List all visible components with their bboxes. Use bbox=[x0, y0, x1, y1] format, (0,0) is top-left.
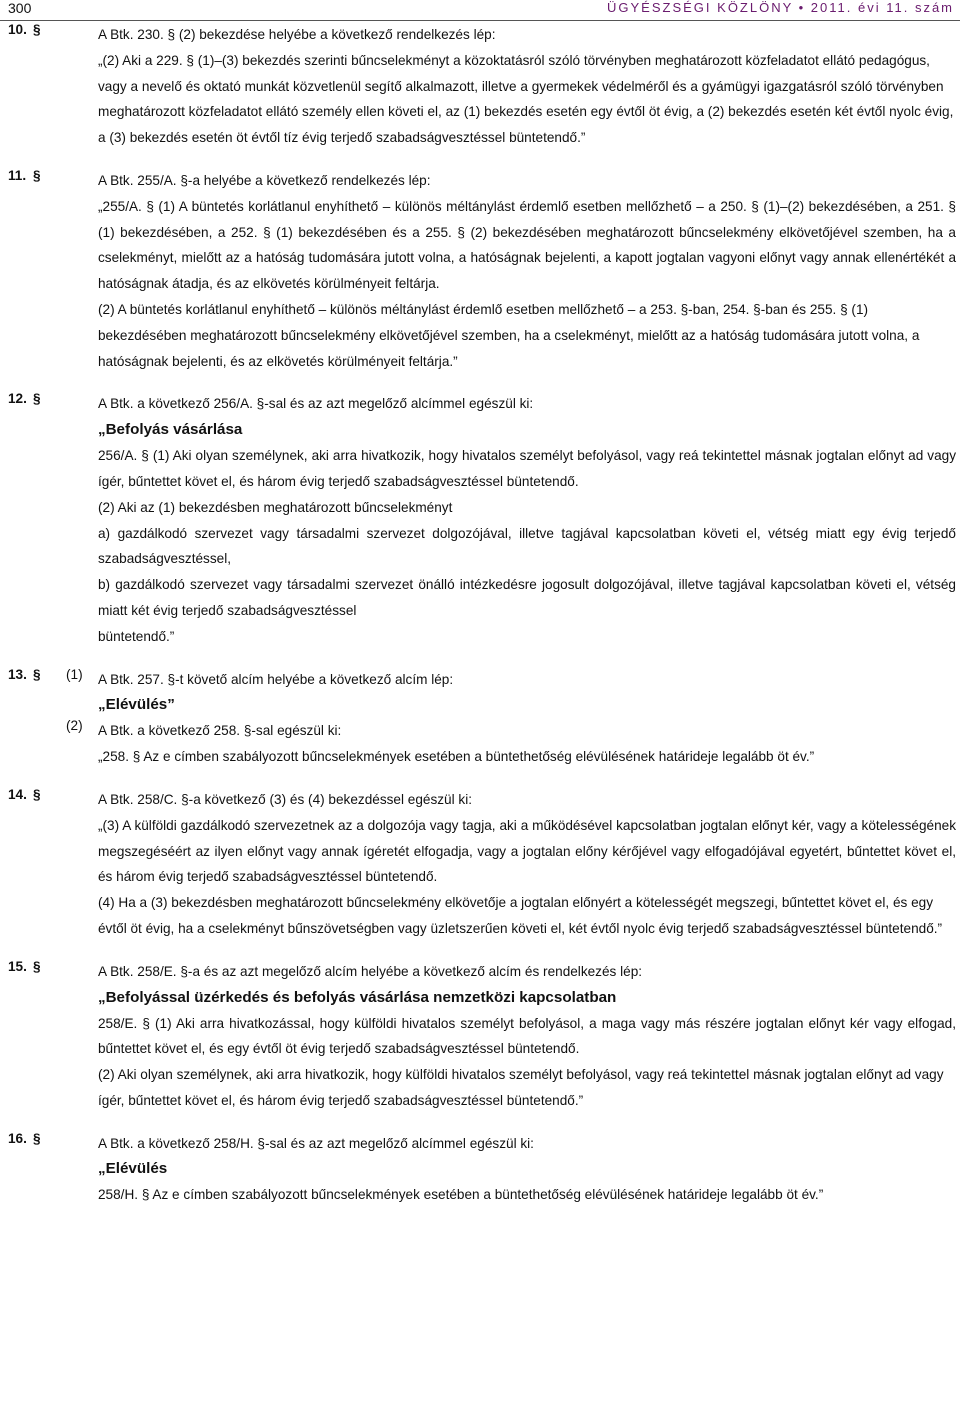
amendment-intro: A Btk. a következő 256/A. §-sal és az azt megelőző alcímmel egészül ki: bbox=[98, 396, 534, 412]
subtitle-heading: „Elévülés” bbox=[98, 696, 175, 714]
section-11 bbox=[0, 168, 960, 374]
subsection-label: (1) bbox=[66, 666, 83, 682]
subtitle-heading: „Befolyás vásárlása bbox=[98, 421, 243, 439]
amendment-intro: A Btk. 258/C. §-a következő (3) és (4) bekezdéssel egészül ki: bbox=[98, 791, 473, 807]
amendment-intro: A Btk. a következő 258. §-sal egészül ki: bbox=[98, 723, 342, 739]
section-number: 10. bbox=[8, 22, 27, 37]
amendment-intro: A Btk. 257. §-t követő alcím helyébe a következő alcím lép: bbox=[98, 671, 454, 687]
section-number: 16. bbox=[8, 1130, 27, 1146]
amendment-text: 256/A. § (1) Aki olyan személynek, aki arra hivatkozik, hogy hivatalos személyt befolyásol, vagy reá tekintettel másnak jogtalan előnyt ad vagy ígér, bűntettet követ el, és három évig terjedő szabadságvesztéssel büntetendő. bbox=[98, 448, 956, 489]
amendment-text: „(3) A külföldi gazdálkodó szervezetnek az a dolgozója vagy tagja, aki a működésével kapcsolatban jogtalan előnyt kér, vagy a kötelességének megszegéséért az ilyen előnyt vagy annak ígéretét elfogadja, vagy a jogtalan előny kérőjével vagy elfogadójával egyetért, bűntettet követ el, és három évig terjedő szabadságvesztéssel büntetendő. bbox=[98, 817, 956, 885]
section-10 bbox=[0, 22, 960, 151]
section-number: 13. bbox=[8, 666, 27, 682]
section-12 bbox=[0, 391, 960, 649]
amendment-text: büntetendő.” bbox=[98, 628, 175, 644]
amendment-text: „258. § Az e címben szabályozott bűncselekmények esetében a büntethetőség elévülésének határideje legalább öt év.” bbox=[98, 749, 815, 765]
section-13 bbox=[0, 667, 960, 770]
page-header bbox=[0, 0, 960, 21]
section-number: 12. bbox=[8, 391, 27, 407]
amendment-point-a: a) gazdálkodó szervezet vagy társadalmi szervezet dolgozójával, illetve tagjával kapcsolatban követi el, vétség miatt egy évig terjedő szabadságvesztéssel, bbox=[98, 525, 956, 567]
amendment-text: 258/E. § (1) Aki arra hivatkozással, hogy külföldi hivatalos személyt befolyásol, a maga vagy más részére jogtalan előnyt kér vagy elfogad, bűntettet követ el, és egy évtől öt évig terjedő szabadságvesztéssel büntetendő. bbox=[98, 1015, 956, 1057]
amendment-text: (2) A büntetés korlátlanul enyhíthető – különös méltánylást érdemlő esetben mellőzhető – a 253. §-ban, 254. §-ban és 255. § (1) bekezdésében meghatározott bűncselekmény elkövetőjével szemben, ha a cselekményt, mielőtt az a hatóság tudomására jutott volna, a hatóságnak bejelenti, és az elkövetés körülményeit feltárja.” bbox=[98, 301, 920, 369]
document-body bbox=[0, 22, 960, 1208]
section-number: 15. bbox=[8, 958, 27, 974]
section-number: 11. bbox=[8, 167, 27, 183]
section-sign: § bbox=[33, 666, 41, 682]
amendment-point-b: b) gazdálkodó szervezet vagy társadalmi szervezet önálló intézkedésre jogosult dolgozójával, illetve tagjával kapcsolatban követi el, vétség miatt két évig terjedő szabadságvesztéssel bbox=[98, 577, 956, 618]
amendment-intro: A Btk. 255/A. §-a helyébe a következő rendelkezés lép: bbox=[98, 172, 431, 188]
amendment-intro: A Btk. a következő 258/H. §-sal és az azt megelőző alcímmel egészül ki: bbox=[98, 1135, 534, 1151]
amendment-intro: A Btk. 258/E. §-a és az azt megelőző alcím helyébe a következő alcím és rendelkezés lép: bbox=[98, 963, 643, 979]
amendment-text: (4) Ha a (3) bekezdésben meghatározott bűncselekmény elkövetője a jogtalan előnyért a kötelességét megszegi, bűntettet követ el, és egy évtől öt évig, ha a cselekményt bűnszövetségben vagy üzletszerűen követi el, két évtől nyolc évig terjedő szabadságvesztéssel büntetendő.” bbox=[98, 895, 943, 936]
subtitle-heading: „Befolyással üzérkedés és befolyás vásárlása nemzetközi kapcsolatban bbox=[98, 988, 617, 1006]
section-sign: § bbox=[33, 22, 41, 37]
section-number: 14. bbox=[8, 786, 27, 802]
amendment-text: (2) Aki olyan személynek, aki arra hivatkozik, hogy külföldi hivatalos személyt befolyásol, vagy reá tekintettel másnak jogtalan előnyt ad vagy ígér, bűntettet követ el, és három évig terjedő szabadságvesztéssel büntetendő.” bbox=[98, 1067, 944, 1108]
subsection-label: (2) bbox=[66, 718, 83, 734]
amendment-text: (2) Aki az (1) bekezdésben meghatározott bűncselekményt bbox=[98, 499, 453, 515]
section-14 bbox=[0, 787, 960, 942]
section-15 bbox=[0, 959, 960, 1114]
section-sign: § bbox=[33, 958, 41, 974]
section-sign: § bbox=[33, 1130, 41, 1146]
section-sign: § bbox=[33, 786, 41, 802]
amendment-text: „(2) Aki a 229. § (1)–(3) bekezdés szerinti bűncselekményt a közoktatásról szóló törvényben meghatározott közfeladatot ellátó pedagógus, vagy a nevelő és oktató munkát közvetlenül segítő alkalmazott, illetve a gyermekek védelméről és a gyámügyi igazgatásról szóló törvényben meghatározott közfeladatot ellátó személy ellen követi el, az (1) bekezdés esetén egy évtől öt évig, a (2) bekezdés esetén két évtől nyolc évig, a (3) bekezdés esetén öt évtől tíz évig terjedő szabadságvesztéssel büntetendő.” bbox=[98, 52, 954, 146]
section-16 bbox=[0, 1131, 960, 1209]
section-sign: § bbox=[33, 167, 41, 183]
subtitle-heading: „Elévülés bbox=[98, 1160, 168, 1178]
publication-title: ÜGYÉSZSÉGI KÖZLÖNY • 2011. évi 11. szám bbox=[607, 0, 954, 15]
amendment-text: „255/A. § (1) A büntetés korlátlanul enyhíthető – különös méltánylást érdemlő esetben mellőzhető – a 250. § (1)–(2) bekezdésében, a 251. § (1) bekezdésében, a 252. § (1) bekezdésében és a 255. § (2) bekezdésében meghatározott bűncselekmény elkövetőjével szemben, ha a cselekményt, mielőtt az a hatóság tudomására jutott volna, a hatóságnak bejelenti, a kapott jogtalan vagyoni előnyt vagy annak ellenértékét a hatóságnak átadja, és az elkövetés körülményeit feltárja. bbox=[98, 198, 956, 292]
amendment-intro: A Btk. 230. § (2) bekezdése helyébe a következő rendelkezés lép: bbox=[98, 27, 496, 42]
amendment-text: 258/H. § Az e címben szabályozott bűncselekmények esetében a büntethetőség elévülésének határideje legalább öt év.” bbox=[98, 1187, 824, 1203]
page-number: 300 bbox=[8, 0, 32, 16]
section-sign: § bbox=[33, 391, 41, 407]
